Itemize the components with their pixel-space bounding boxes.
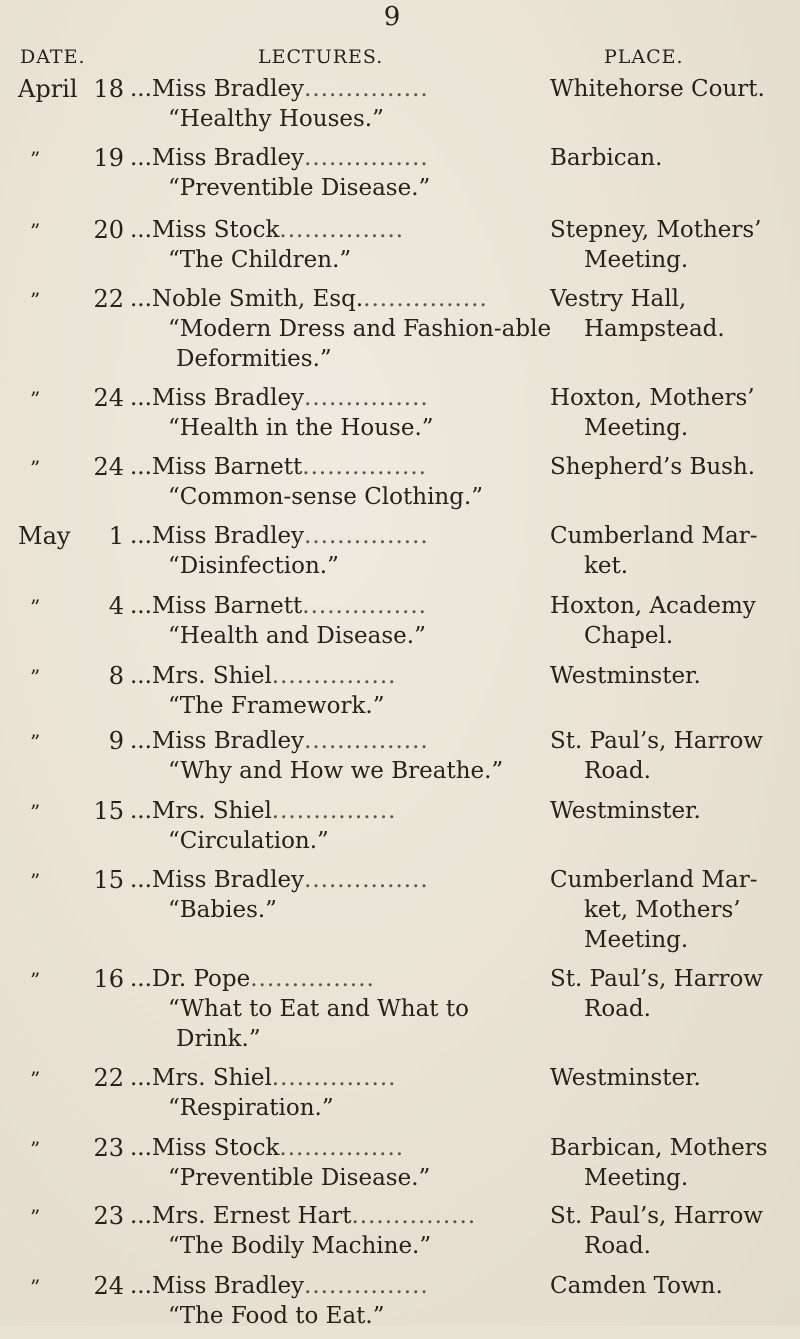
lecturer (130, 964, 530, 994)
lecture-title: “Respiration.” (168, 1095, 334, 1121)
day: 24 (93, 384, 124, 412)
table-row (0, 284, 800, 383)
ditto-mark: ” (30, 968, 41, 992)
header-date: DATE. (20, 46, 86, 68)
lecturer (130, 1063, 530, 1093)
place-line: Road. (584, 758, 651, 784)
table-row (0, 452, 800, 521)
place-line: Vestry Hall, (550, 286, 687, 312)
place-line: St. Paul’s, Harrow (550, 966, 763, 992)
month: May (18, 522, 71, 550)
ditto-mark: ” (30, 730, 41, 754)
leader-dots: ............... (363, 286, 488, 312)
leader-dots: ............... (304, 1273, 429, 1299)
lecturer-name: ...Miss Bradley (130, 385, 305, 411)
lecture-title: “Common-sense Clothing.” (168, 484, 484, 510)
lecturer-name: ...Miss Barnett (130, 593, 303, 619)
day: 22 (93, 285, 124, 313)
lecturer (130, 383, 530, 413)
header-lectures: LECTURES. (258, 46, 384, 68)
place-line: Westminster. (550, 663, 701, 689)
month: April (18, 75, 78, 103)
lecturer-name: ...Mrs. Shiel (130, 1065, 272, 1091)
lecturer-name: ...Miss Barnett (130, 454, 303, 480)
lecturer (130, 452, 530, 482)
place-line: Barbican. (550, 145, 663, 171)
place-line: Shepherd’s Bush. (550, 454, 756, 480)
day: 9 (108, 727, 124, 755)
day: 22 (93, 1064, 124, 1092)
ditto-mark: ” (30, 1275, 41, 1299)
table-row (0, 215, 800, 284)
lecturer-name: ...Mrs. Ernest Hart (130, 1203, 352, 1229)
lecture-title: “What to Eat and What to Drink.” (168, 996, 469, 1052)
lecturer (130, 1133, 530, 1163)
lecturer-name: ...Noble Smith, Esq. (130, 286, 364, 312)
ditto-mark: ” (30, 800, 41, 824)
table-row (0, 964, 800, 1063)
lecture-title: “Preventible Disease.” (168, 1165, 431, 1191)
leader-dots: ............... (250, 966, 375, 992)
place-line: Meeting. (584, 247, 689, 273)
lecturer-name: ...Miss Stock (130, 217, 280, 243)
lecturer-name: ...Miss Bradley (130, 728, 305, 754)
lecturer (130, 1201, 530, 1231)
place (550, 452, 798, 482)
lecturer (130, 661, 530, 691)
leader-dots: ............... (304, 523, 429, 549)
leader-dots: ............... (302, 593, 427, 619)
place (550, 865, 798, 955)
place (550, 1133, 798, 1193)
place (550, 591, 798, 651)
day: 15 (93, 797, 124, 825)
lecture-title: “Circulation.” (168, 828, 329, 854)
table-row (0, 521, 800, 591)
lecture-title: “Health and Disease.” (168, 623, 426, 649)
lecturer (130, 591, 530, 621)
day: 1 (108, 522, 124, 550)
leader-dots: ............... (304, 867, 429, 893)
leader-dots: ............... (271, 663, 397, 689)
leader-dots: ............... (271, 1065, 397, 1091)
place-line: St. Paul’s, Harrow (550, 1203, 763, 1229)
ditto-mark: ” (30, 456, 41, 480)
place (550, 964, 798, 1024)
lecturer-name: ...Miss Bradley (130, 145, 305, 171)
place (550, 726, 798, 786)
table-row (0, 591, 800, 661)
lecture-title: “Healthy Houses.” (168, 106, 384, 132)
ditto-mark: ” (30, 147, 41, 171)
place-line: Westminster. (550, 798, 701, 824)
place-line: ket. (584, 553, 629, 579)
ditto-mark: ” (30, 219, 41, 243)
ditto-mark: ” (30, 1205, 41, 1229)
ditto-mark: ” (30, 1067, 41, 1091)
place-line: St. Paul’s, Harrow (550, 728, 763, 754)
lecture-title: “Health in the House.” (168, 415, 434, 441)
lecturer-name: ...Miss Bradley (130, 523, 305, 549)
lecturer (130, 796, 530, 826)
ditto-mark: ” (30, 288, 41, 312)
ditto-mark: ” (30, 387, 41, 411)
place-line: ket, Mothers’ (584, 897, 741, 923)
place-line: Westminster. (550, 1065, 701, 1091)
lecturer (130, 74, 530, 104)
day: 4 (108, 592, 124, 620)
day: 16 (93, 965, 124, 993)
table-row (0, 383, 800, 452)
day: 19 (93, 144, 124, 172)
day: 15 (93, 866, 124, 894)
place (550, 1271, 798, 1301)
lecturer (130, 1271, 530, 1301)
table-row (0, 1063, 800, 1133)
place (550, 215, 798, 275)
place-line: Meeting. (584, 415, 689, 441)
place-line: Cumberland Mar- (550, 867, 758, 893)
table-row (0, 1133, 800, 1201)
page-number: 9 (383, 2, 401, 32)
leader-dots: ............... (302, 454, 427, 480)
lecture-title: “Modern Dress and Fashion-able Deformities.” (168, 316, 552, 372)
place-line: Cumberland Mar- (550, 523, 758, 549)
lecturer-name: ...Dr. Pope (130, 966, 251, 992)
lecturer (130, 865, 530, 895)
table-row (0, 1271, 800, 1339)
lecturer (130, 215, 530, 245)
lecture-title: “Preventible Disease.” (168, 175, 431, 201)
lecturer-name: ...Miss Bradley (130, 1273, 305, 1299)
place (550, 521, 798, 581)
lecture-title: “The Children.” (168, 247, 352, 273)
header-place: PLACE. (604, 46, 684, 68)
place-line: Hoxton, Academy (550, 593, 756, 619)
place-line: Chapel. (584, 623, 674, 649)
place-line: Stepney, Mothers’ (550, 217, 762, 243)
lecturer (130, 726, 530, 756)
table-row (0, 1201, 800, 1271)
place (550, 661, 798, 691)
ditto-mark: ” (30, 665, 41, 689)
place-line: Road. (584, 1233, 651, 1259)
place (550, 383, 798, 443)
day: 24 (93, 1272, 124, 1300)
lecture-title: “Disinfection.” (168, 553, 339, 579)
lecturer-name: ...Mrs. Shiel (130, 798, 272, 824)
lecturer-name: ...Miss Stock (130, 1135, 280, 1161)
place (550, 143, 798, 173)
leader-dots: ............... (271, 798, 397, 824)
place (550, 1201, 798, 1261)
leader-dots: ............... (351, 1203, 477, 1229)
lecturer (130, 143, 530, 173)
leader-dots: ............... (304, 145, 429, 171)
place (550, 284, 798, 344)
lecture-title: “The Bodily Machine.” (168, 1233, 432, 1259)
day: 23 (93, 1134, 124, 1162)
lecture-title: “The Framework.” (168, 693, 385, 719)
day: 24 (93, 453, 124, 481)
ditto-mark: ” (30, 869, 41, 893)
ditto-mark: ” (30, 1137, 41, 1161)
leader-dots: ............... (304, 76, 429, 102)
lecturer (130, 284, 530, 314)
place (550, 1063, 798, 1093)
day: 20 (93, 216, 124, 244)
lecture-title: “Babies.” (168, 897, 277, 923)
day: 18 (93, 75, 124, 103)
place-line: Road. (584, 996, 651, 1022)
place-line: Camden Town. (550, 1273, 723, 1299)
day: 23 (93, 1202, 124, 1230)
table-row (0, 726, 800, 796)
place-line: Hoxton, Mothers’ (550, 385, 755, 411)
lecture-title: “Why and How we Breathe.” (168, 758, 504, 784)
place (550, 796, 798, 826)
place-line: Whitehorse Court. (550, 76, 765, 102)
lecturer-name: ...Mrs. Shiel (130, 663, 272, 689)
leader-dots: ............... (279, 1135, 405, 1161)
ditto-mark: ” (30, 595, 41, 619)
table-row (0, 865, 800, 964)
leader-dots: ............... (279, 217, 405, 243)
table-row (0, 796, 800, 865)
table-row (0, 661, 800, 726)
table-row (0, 74, 800, 143)
place-line: Hampstead. (584, 316, 725, 342)
place-line: Barbican, Mothers (550, 1135, 768, 1161)
day: 8 (108, 662, 124, 690)
table-row (0, 143, 800, 215)
lecturer (130, 521, 530, 551)
lecture-title: “The Food to Eat.” (168, 1303, 385, 1329)
leader-dots: ............... (304, 385, 429, 411)
place-line: Meeting. (584, 927, 689, 953)
leader-dots: ............... (304, 728, 429, 754)
lecturer-name: ...Miss Bradley (130, 76, 305, 102)
lecturer-name: ...Miss Bradley (130, 867, 305, 893)
place-line: Meeting. (584, 1165, 689, 1191)
lecture-table (0, 74, 800, 1339)
place (550, 74, 798, 104)
